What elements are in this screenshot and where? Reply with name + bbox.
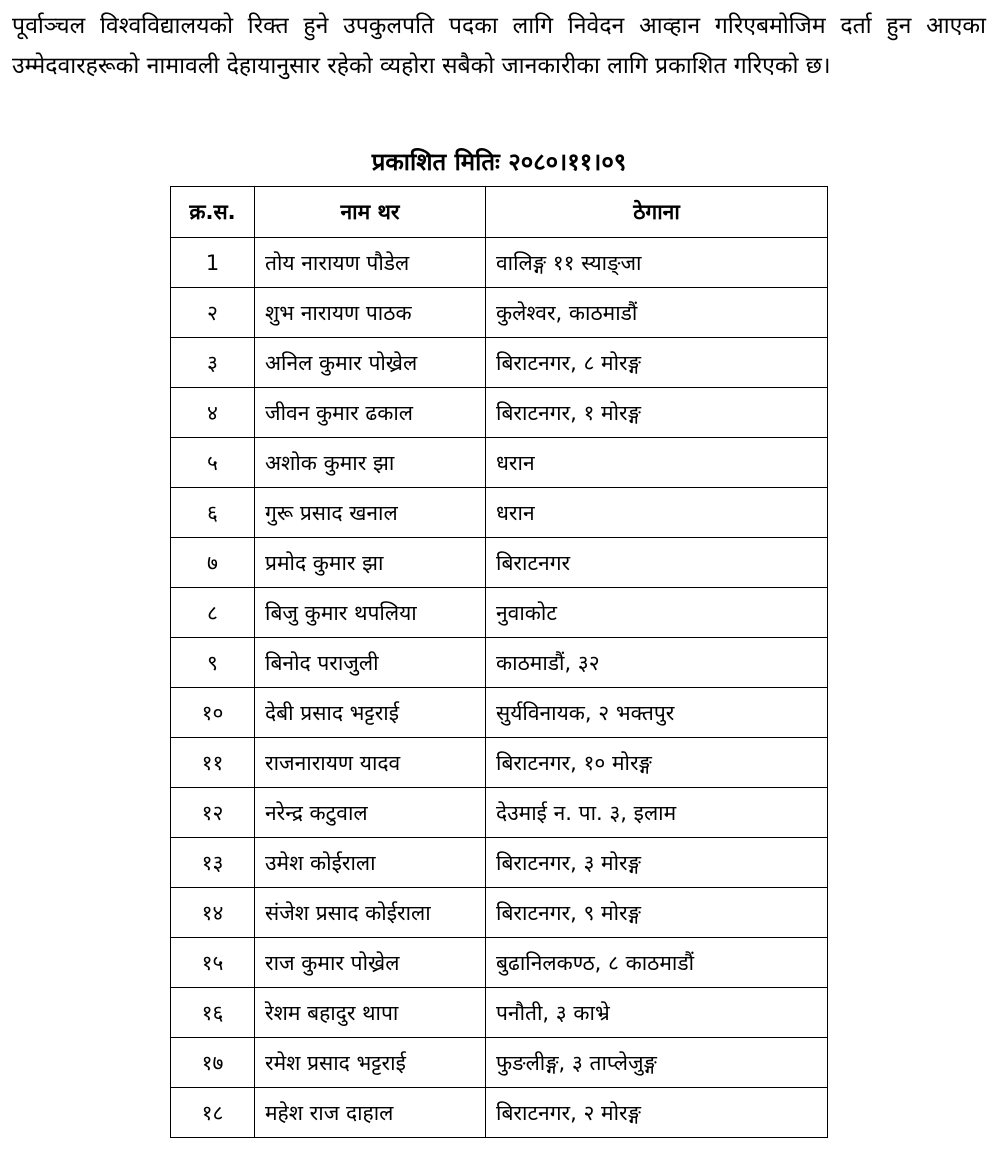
- serial-number-cell: १५: [171, 938, 255, 988]
- address-cell: नुवाकोट: [486, 588, 828, 638]
- address-cell: बिराटनगर, १ मोरङ्ग: [486, 388, 828, 438]
- address-cell: धरान: [486, 488, 828, 538]
- name-cell: नरेन्द्र कटुवाल: [255, 788, 486, 838]
- table-row: [171, 438, 828, 488]
- name-cell: बिजु कुमार थपलिया: [255, 588, 486, 638]
- header-address: ठेगाना: [486, 187, 828, 238]
- table-row: [171, 238, 828, 288]
- published-date: प्रकाशित मितिः २०८०।११।०९: [371, 148, 627, 176]
- name-cell: शुभ नारायण पाठक: [255, 288, 486, 338]
- name-cell: महेश राज दाहाल: [255, 1088, 486, 1138]
- address-cell: बुढानिलकण्ठ, ८ काठमाडौं: [486, 938, 828, 988]
- table-row: [171, 738, 828, 788]
- table-row: [171, 788, 828, 838]
- serial-number-cell: १३: [171, 838, 255, 888]
- table-row: [171, 388, 828, 438]
- address-cell: कुलेश्वर, काठमाडौं: [486, 288, 828, 338]
- table-row: [171, 938, 828, 988]
- address-cell: सुर्यविनायक, २ भक्तपुर: [486, 688, 828, 738]
- table-row: [171, 488, 828, 538]
- address-cell: देउमाई न. पा. ३, इलाम: [486, 788, 828, 838]
- name-cell: राज कुमार पोख्रेल: [255, 938, 486, 988]
- serial-number-cell: १४: [171, 888, 255, 938]
- serial-number-cell: ६: [171, 488, 255, 538]
- name-cell: प्रमोद कुमार झा: [255, 538, 486, 588]
- name-cell: देबी प्रसाद भट्टराई: [255, 688, 486, 738]
- name-cell: गुरू प्रसाद खनाल: [255, 488, 486, 538]
- serial-number-cell: १७: [171, 1038, 255, 1088]
- serial-number-cell: १२: [171, 788, 255, 838]
- serial-number-cell: ८: [171, 588, 255, 638]
- table-row: [171, 1038, 828, 1088]
- table-row: [171, 288, 828, 338]
- serial-number-cell: ११: [171, 738, 255, 788]
- table-row: [171, 338, 828, 388]
- address-cell: बिराटनगर, २ मोरङ्ग: [486, 1088, 828, 1138]
- name-cell: तोय नारायण पौडेल: [255, 238, 486, 288]
- name-cell: संजेश प्रसाद कोईराला: [255, 888, 486, 938]
- address-cell: बिराटनगर: [486, 538, 828, 588]
- table-row: [171, 988, 828, 1038]
- serial-number-cell: ७: [171, 538, 255, 588]
- serial-number-cell: १६: [171, 988, 255, 1038]
- name-cell: रमेश प्रसाद भट्टराई: [255, 1038, 486, 1088]
- address-cell: काठमाडौं, ३२: [486, 638, 828, 688]
- candidate-list-table: [170, 186, 828, 1138]
- address-cell: बिराटनगर, १० मोरङ्ग: [486, 738, 828, 788]
- table-row: [171, 638, 828, 688]
- serial-number-cell: १८: [171, 1088, 255, 1138]
- serial-number-cell: ९: [171, 638, 255, 688]
- table-row: [171, 688, 828, 738]
- table-row: [171, 838, 828, 888]
- serial-number-cell: १०: [171, 688, 255, 738]
- name-cell: अशोक कुमार झा: [255, 438, 486, 488]
- address-cell: बिराटनगर, ३ मोरङ्ग: [486, 838, 828, 888]
- address-cell: बिराटनगर, ९ मोरङ्ग: [486, 888, 828, 938]
- address-cell: फुङलीङ्ग, ३ ताप्लेजुङ्ग: [486, 1038, 828, 1088]
- name-cell: रेशम बहादुर थापा: [255, 988, 486, 1038]
- header-name: नाम थर: [255, 187, 486, 238]
- table-row: [171, 1088, 828, 1138]
- table-row: [171, 538, 828, 588]
- table-header-row: [171, 187, 828, 238]
- serial-number-cell: 1: [171, 238, 255, 288]
- header-serial-number: क्र.स.: [171, 187, 255, 238]
- name-cell: अनिल कुमार पोख्रेल: [255, 338, 486, 388]
- serial-number-cell: ४: [171, 388, 255, 438]
- name-cell: उमेश कोईराला: [255, 838, 486, 888]
- address-cell: वालिङ्ग ११ स्याङ्जा: [486, 238, 828, 288]
- table-row: [171, 588, 828, 638]
- address-cell: बिराटनगर, ८ मोरङ्ग: [486, 338, 828, 388]
- serial-number-cell: २: [171, 288, 255, 338]
- address-cell: धरान: [486, 438, 828, 488]
- address-cell: पनौती, ३ काभ्रे: [486, 988, 828, 1038]
- table-row: [171, 888, 828, 938]
- notice-intro-paragraph: पूर्वाञ्चल विश्वविद्यालयको रिक्त हुने उपकुलपति पदका लागि निवेदन आव्हान गरिएबमोजिम दर्ता हुन आएका उम्मेदवारहरूको नामावली देहायानुसार रहेको व्यहोरा सबैको जानकारीका लागि प्रकाशित गरिएको छ।: [12, 13, 986, 79]
- name-cell: राजनारायण यादव: [255, 738, 486, 788]
- name-cell: बिनोद पराजुली: [255, 638, 486, 688]
- serial-number-cell: ३: [171, 338, 255, 388]
- serial-number-cell: ५: [171, 438, 255, 488]
- name-cell: जीवन कुमार ढकाल: [255, 388, 486, 438]
